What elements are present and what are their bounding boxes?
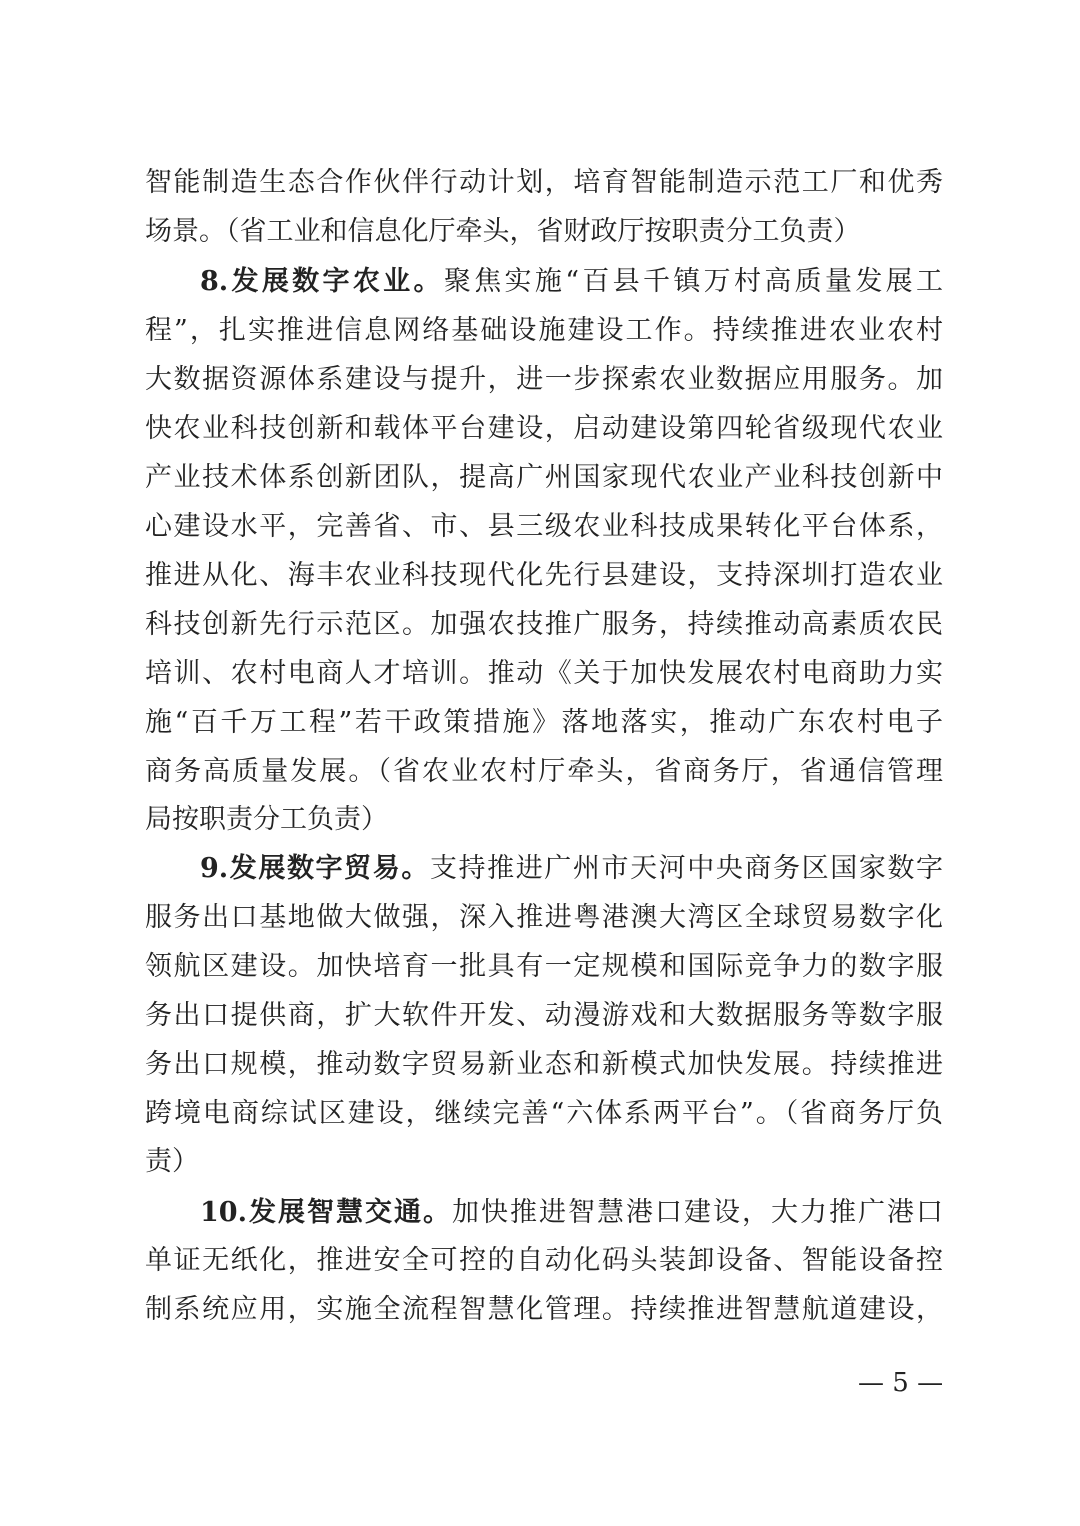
line-text: 程”，扎实推进信息网络基础设施建设工作。持续推进农业农村 — [145, 315, 943, 346]
line-text: 产业技术体系创新团队，提高广州国家现代农业产业科技创新中 — [145, 462, 943, 493]
text-line — [145, 458, 943, 498]
text-line — [145, 654, 943, 694]
text-line — [200, 1193, 943, 1233]
line-text: 聚焦实施“百县千镇万村高质量发展工 — [443, 266, 943, 297]
line-text: 单证无纸化，推进安全可控的自动化码头装卸设备、智能设备控 — [145, 1245, 943, 1276]
text-line — [145, 898, 943, 938]
line-text: 培训、农村电商人才培训。推动《关于加快发展农村电商助力实 — [145, 658, 943, 689]
page-number: — 5 — — [858, 1368, 944, 1398]
line-text: 智能制造生态合作伙伴行动计划，培育智能制造示范工厂和优秀 — [145, 167, 943, 198]
text-line — [145, 360, 943, 400]
section-heading: 9.发展数字贸易。 — [200, 853, 430, 884]
line-text: 大数据资源体系建设与提升，进一步探索农业数据应用服务。加 — [145, 364, 943, 395]
line-text: 跨境电商综试区建设，继续完善“六体系两平台”。（省商务厅负 — [145, 1098, 943, 1129]
text-line — [145, 605, 943, 645]
section-heading: 10.发展智慧交通。 — [200, 1197, 452, 1228]
text-line — [145, 1045, 943, 1085]
text-line — [145, 1142, 943, 1182]
line-text: 领航区建设。加快培育一批具有一定规模和国际竞争力的数字服 — [145, 951, 943, 982]
line-text: 快农业科技创新和载体平台建设，启动建设第四轮省级现代农业 — [145, 413, 943, 444]
text-line — [145, 507, 943, 547]
text-line — [145, 947, 943, 987]
line-text: 务出口提供商，扩大软件开发、动漫游戏和大数据服务等数字服 — [145, 1000, 943, 1031]
line-text: 推进从化、海丰农业科技现代化先行县建设，支持深圳打造农业 — [145, 560, 943, 591]
text-line — [145, 1094, 943, 1134]
text-line — [200, 849, 943, 889]
text-line — [145, 1290, 943, 1330]
text-line — [145, 212, 943, 252]
text-line — [145, 703, 943, 743]
text-line — [145, 556, 943, 596]
line-text: 务出口规模，推动数字贸易新业态和新模式加快发展。持续推进 — [145, 1049, 943, 1080]
text-line — [145, 311, 943, 351]
text-line — [200, 262, 943, 302]
line-text: 加快推进智慧港口建设，大力推广港口 — [451, 1197, 943, 1228]
section-heading: 8.发展数字农业。 — [200, 266, 444, 297]
text-line — [145, 1241, 943, 1281]
line-text: 服务出口基地做大做强，深入推进粤港澳大湾区全球贸易数字化 — [145, 902, 943, 933]
line-text: 制系统应用，实施全流程智慧化管理。持续推进智慧航道建设， — [145, 1294, 943, 1325]
text-line — [145, 409, 943, 449]
text-line — [145, 163, 943, 203]
line-text: 心建设水平，完善省、市、县三级农业科技成果转化平台体系， — [145, 511, 943, 542]
text-line — [145, 800, 943, 840]
line-text: 施“百千万工程”若干政策措施》落地落实，推动广东农村电子 — [145, 707, 943, 738]
line-text: 责） — [145, 1146, 199, 1177]
line-text: 支持推进广州市天河中央商务区国家数字 — [429, 853, 944, 884]
line-text: 商务高质量发展。（省农业农村厅牵头，省商务厅，省通信管理 — [145, 756, 943, 787]
line-text: 科技创新先行示范区。加强农技推广服务，持续推动高素质农民 — [145, 609, 943, 640]
line-text: 场景。（省工业和信息化厅牵头，省财政厅按职责分工负责） — [145, 216, 861, 247]
line-text: 局按职责分工负责） — [145, 804, 388, 835]
text-line — [145, 996, 943, 1036]
text-line — [145, 752, 943, 792]
